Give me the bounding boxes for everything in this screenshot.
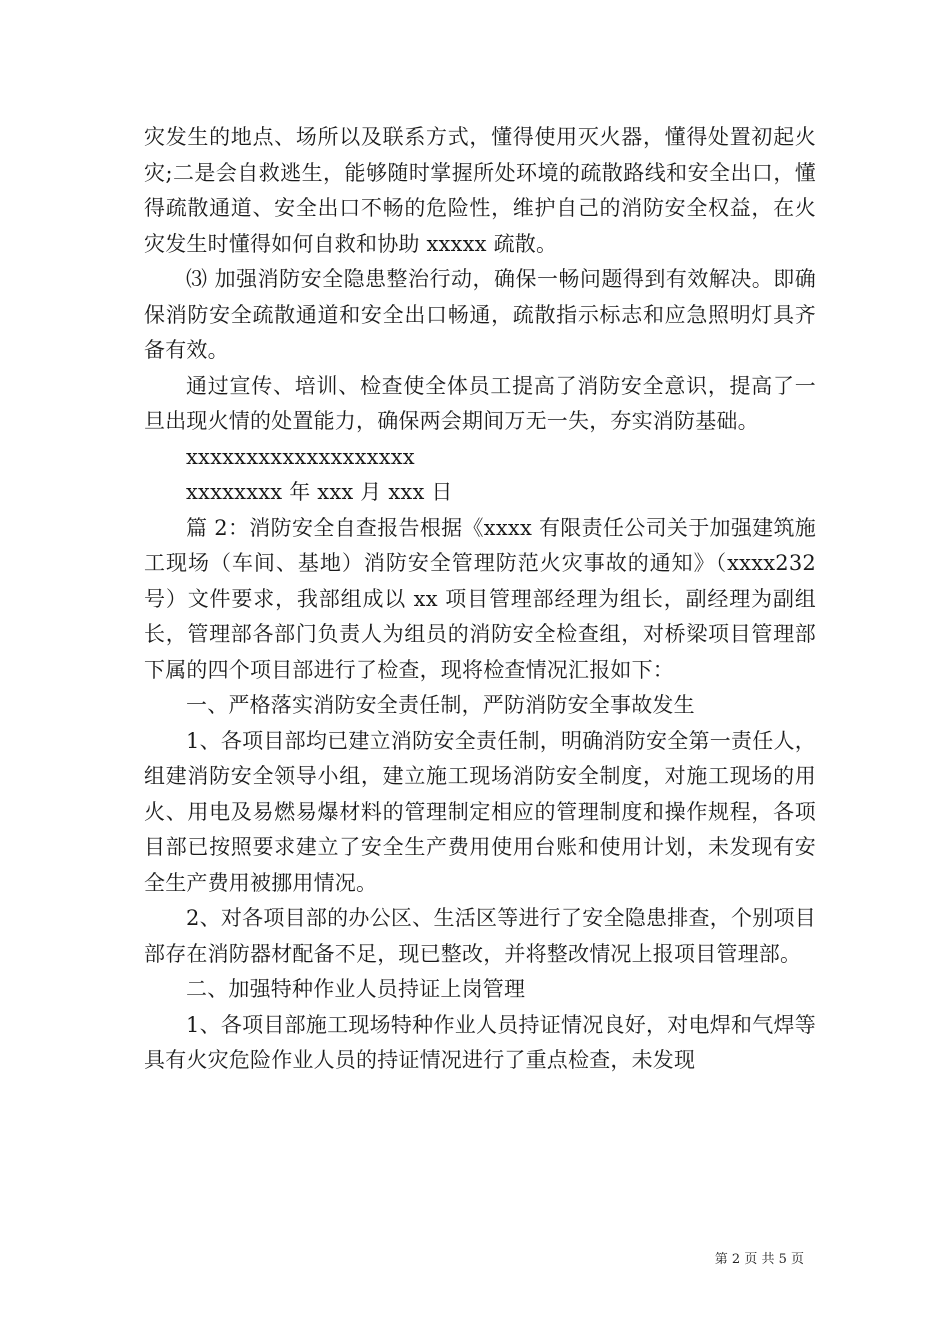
paragraph-item-1-1: 1、各项目部均已建立消防安全责任制，明确消防安全第一责任人，组建消防安全领导小组，建立施工现场消防安全制度，对施工现场的用火、用电及易燃易爆材料的管理制定相应的管理制度和操作规程，各项目部已按照要求建立了安全生产费用使用台账和使用计划，未发现有安全生产费用被挪用情况。 xyxy=(144,728,816,895)
paragraph-item-1-2: 2、对各项目部的办公区、生活区等进行了安全隐患排查，个别项目部存在消防器材配备不足，现已整改，并将整改情况上报项目管理部。 xyxy=(144,906,816,966)
date-line: xxxxxxxx 年 xxx 月 xxx 日 xyxy=(186,480,453,504)
signature-line: xxxxxxxxxxxxxxxxxxx xyxy=(186,444,415,469)
paragraph-item-2-1: 1、各项目部施工现场特种作业人员持证情况良好，对电焊和气焊等具有火灾危险作业人员的持证情况进行了重点检查，未发现 xyxy=(144,1012,816,1072)
paragraph-1: 灾发生的地点、场所以及联系方式，懂得使用灭火器，懂得处置初起火灾;二是会自救逃生，能够随时掌握所处环境的疏散路线和安全出口，懂得疏散通道、安全出口不畅的危险性，维护自己的消防安全权益，在火灾发生时懂得如何自救和协助 xxxxx 疏散。 xyxy=(144,125,816,256)
paragraph-3: 通过宣传、培训、检查使全体员工提高了消防安全意识，提高了一旦出现火情的处置能力，确保两会期间万无一失，夯实消防基础。 xyxy=(144,373,816,433)
paragraph-2: ⑶ 加强消防安全隐患整治行动，确保一畅问题得到有效解决。即确保消防安全疏散通道和安全出口畅通，疏散指示标志和应急照明灯具齐备有效。 xyxy=(144,267,816,362)
heading-2: 二、加强特种作业人员持证上岗管理 xyxy=(186,977,526,1001)
body-text xyxy=(144,120,816,1079)
heading-1: 一、严格落实消防安全责任制，严防消防安全事故发生 xyxy=(186,693,695,717)
paragraph-section-2-intro: 篇 2：消防安全自查报告根据《xxxx 有限责任公司关于加强建筑施工现场（车间、基地）消防安全管理防范火灾事故的通知》（xxxx232 号）文件要求，我部组成以 xx 项目管理部经理为组长，副经理为副组长，管理部各部门负责人为组员的消防安全检查组，对桥梁项目管理部下属的四个项目部进行了检查，现将检查情况汇报如下： xyxy=(144,515,816,682)
page-number-footer: 第 2 页 共 5 页 xyxy=(714,1252,804,1267)
